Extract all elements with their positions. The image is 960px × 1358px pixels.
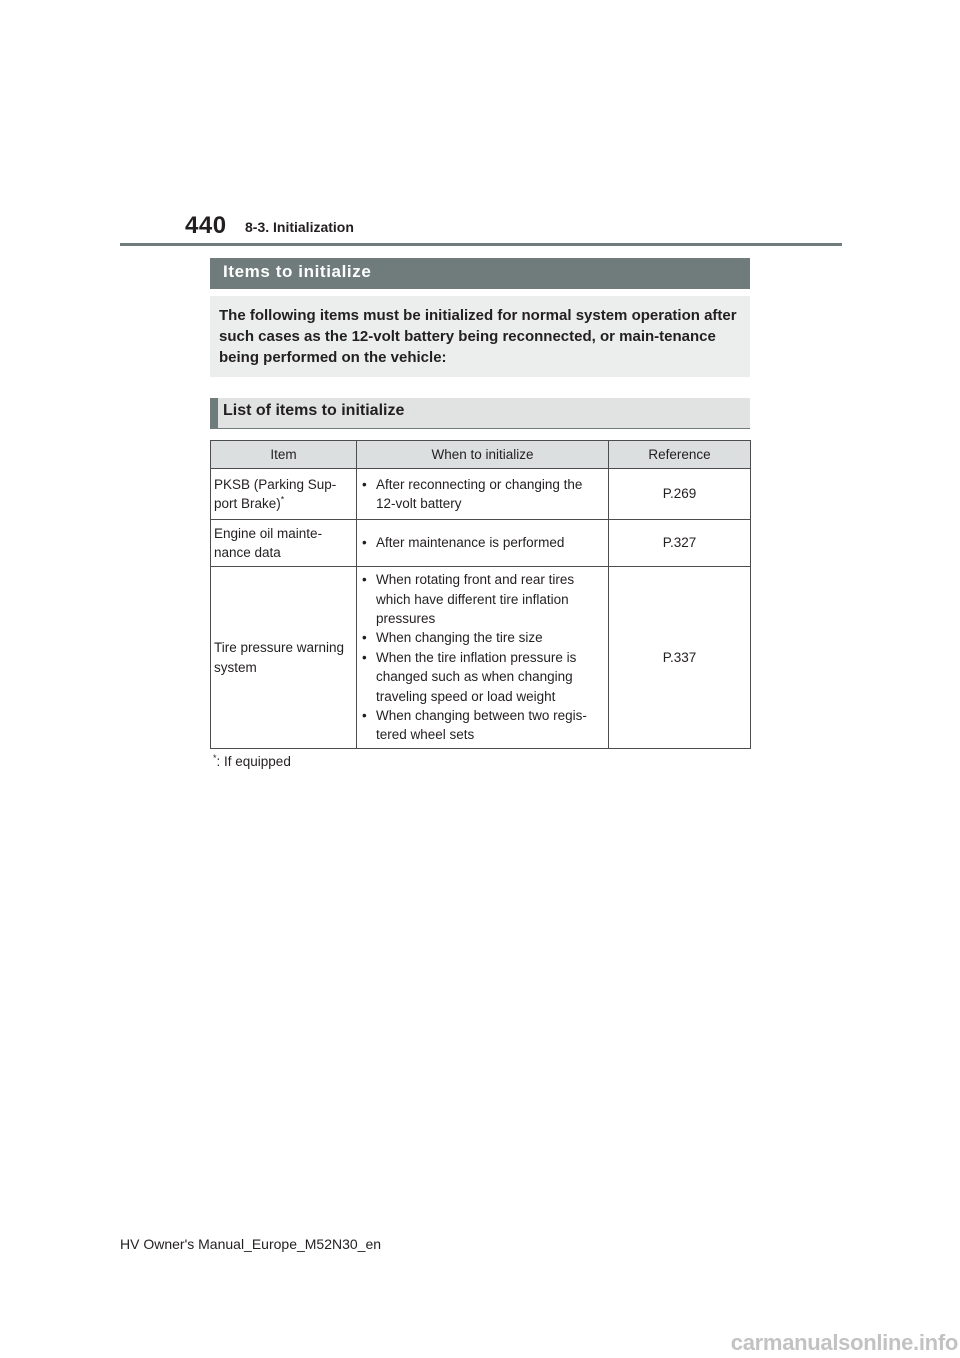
- bullet: •: [362, 708, 367, 724]
- section-title: Items to initialize: [210, 258, 750, 289]
- reference-cell: P.337: [609, 567, 751, 749]
- reference-cell: P.327: [609, 520, 751, 567]
- header-rule: [120, 243, 842, 246]
- bullet: •: [362, 476, 367, 492]
- column-header-when: When to initialize: [357, 441, 609, 469]
- item-text-line: nance data: [214, 545, 281, 560]
- item-text-line: Engine oil mainte-: [214, 525, 323, 541]
- when-cell: [357, 567, 609, 749]
- bullet: •: [362, 649, 367, 665]
- intro-text: The following items must be initialized for normal system operation after such cases as the 12-volt battery being reconnected, or main-tenance being performed on the vehicle:: [219, 307, 737, 366]
- list-item: • After reconnecting or changing the 12-volt battery: [362, 476, 583, 511]
- item-text-line: PKSB (Parking Sup-: [214, 476, 337, 492]
- bullet: •: [362, 535, 367, 551]
- intro-box: [210, 296, 750, 377]
- list-item: • After maintenance is performed: [360, 533, 605, 552]
- footnote-mark: *: [213, 753, 217, 763]
- list-item: • When rotating front and rear tires which have different tire inflation pressures: [362, 572, 575, 626]
- item-cell: [211, 520, 357, 567]
- table-row: [211, 469, 751, 520]
- page-number: 440: [185, 212, 227, 239]
- table-header-row: [211, 441, 751, 469]
- column-header-item: Item: [211, 441, 357, 469]
- list-item: • When changing between two regis-tered wheel sets: [362, 708, 587, 743]
- section-label: 8-3. Initialization: [245, 219, 354, 235]
- list-item: • When the tire inflation pressure is changed such as when changing traveling speed or load weight: [362, 649, 577, 704]
- list-item: • When changing the tire size: [360, 628, 605, 647]
- footnote-mark: *: [280, 494, 285, 505]
- table-row: [211, 567, 751, 749]
- footnote-text: : If equipped: [216, 754, 291, 769]
- footer-text: HV Owner's Manual_Europe_M52N30_en: [120, 1236, 382, 1252]
- item-text-line: system: [214, 659, 257, 675]
- table-row: [211, 520, 751, 567]
- column-header-reference: Reference: [609, 441, 751, 469]
- item-text-line: port Brake): [214, 496, 281, 511]
- watermark: carmanualsonline.info: [730, 1330, 958, 1355]
- subheading: List of items to initialize: [210, 398, 750, 429]
- initialize-table: [210, 440, 751, 749]
- when-cell: [357, 520, 609, 567]
- bullet: •: [362, 630, 367, 646]
- item-cell: [211, 567, 357, 749]
- item-text-line: Tire pressure warning: [214, 640, 345, 656]
- footnote: [213, 754, 291, 769]
- when-cell: [357, 469, 609, 520]
- reference-cell: P.269: [609, 469, 751, 520]
- bullet: •: [362, 572, 367, 588]
- item-cell: [211, 469, 357, 520]
